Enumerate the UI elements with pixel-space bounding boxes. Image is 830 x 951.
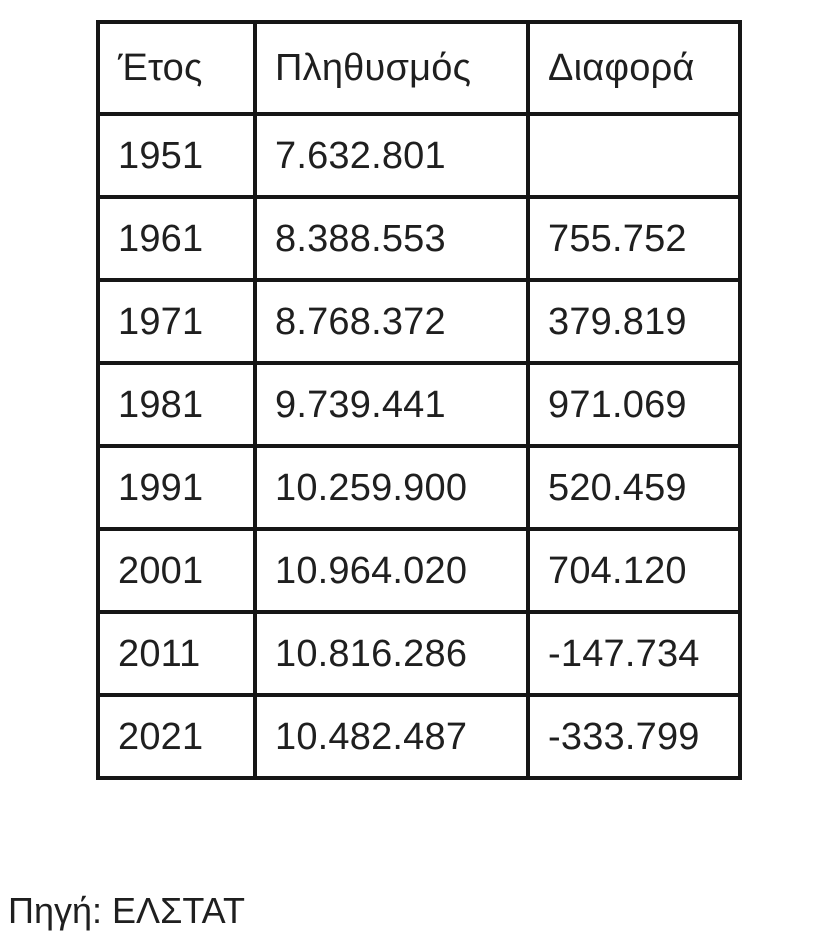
table-row	[98, 612, 740, 695]
table-header-row	[98, 22, 740, 114]
cell-difference: 379.819	[528, 280, 740, 363]
table-row	[98, 280, 740, 363]
table-row	[98, 529, 740, 612]
cell-year: 1991	[98, 446, 255, 529]
table-row	[98, 446, 740, 529]
cell-difference: -147.734	[528, 612, 740, 695]
table-row	[98, 114, 740, 197]
cell-year: 1961	[98, 197, 255, 280]
cell-difference: 520.459	[528, 446, 740, 529]
cell-difference: 704.120	[528, 529, 740, 612]
cell-difference: 971.069	[528, 363, 740, 446]
cell-population: 10.259.900	[255, 446, 528, 529]
cell-population: 7.632.801	[255, 114, 528, 197]
population-table-container	[96, 20, 738, 780]
table-row	[98, 695, 740, 778]
column-header-population: Πληθυσμός	[255, 22, 528, 114]
cell-year: 2001	[98, 529, 255, 612]
cell-year: 1971	[98, 280, 255, 363]
cell-population: 9.739.441	[255, 363, 528, 446]
column-header-year: Έτος	[98, 22, 255, 114]
cell-population: 8.768.372	[255, 280, 528, 363]
column-header-difference: Διαφορά	[528, 22, 740, 114]
cell-difference	[528, 114, 740, 197]
cell-year: 1981	[98, 363, 255, 446]
cell-population: 10.964.020	[255, 529, 528, 612]
table-row	[98, 363, 740, 446]
cell-population: 10.482.487	[255, 695, 528, 778]
cell-population: 8.388.553	[255, 197, 528, 280]
cell-year: 2011	[98, 612, 255, 695]
source-note: Πηγή: ΕΛΣΤΑΤ	[8, 890, 246, 931]
cell-difference: -333.799	[528, 695, 740, 778]
population-table	[96, 20, 742, 780]
cell-year: 2021	[98, 695, 255, 778]
table-row	[98, 197, 740, 280]
cell-year: 1951	[98, 114, 255, 197]
cell-difference: 755.752	[528, 197, 740, 280]
cell-population: 10.816.286	[255, 612, 528, 695]
